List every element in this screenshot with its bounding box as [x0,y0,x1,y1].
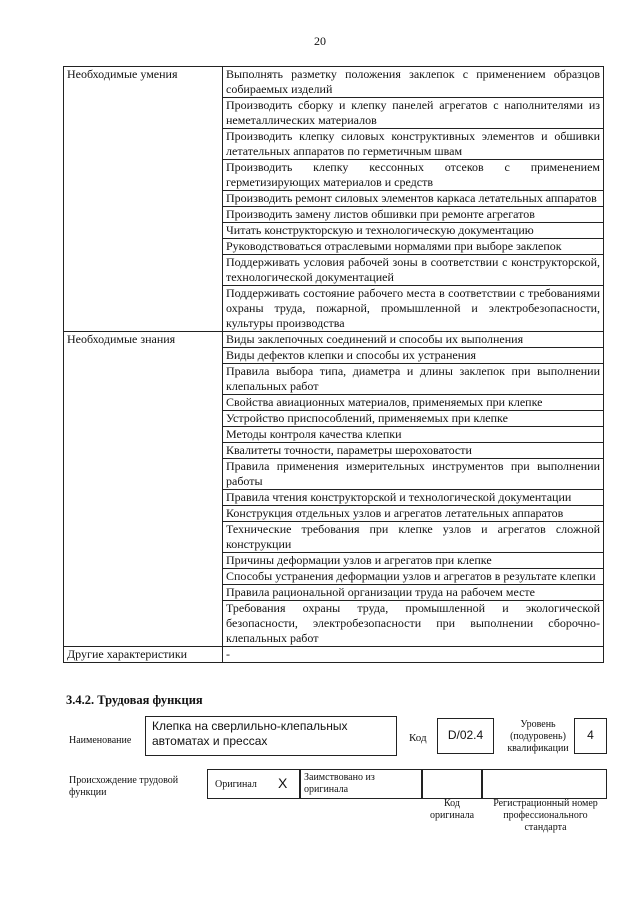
knowledge-item: Методы контроля качества клепки [223,427,604,443]
knowledge-item: Виды дефектов клепки и способы их устранения [223,348,604,364]
knowledge-item: Причины деформации узлов и агрегатов при клепке [223,553,604,569]
function-name: Клепка на сверлильно-клепальных автоматах и прессах [152,719,348,748]
code-original-box [421,769,483,799]
knowledge-item: Свойства авиационных материалов, применяемых при клепке [223,395,604,411]
knowledge-item: Правила рациональной организации труда на рабочем месте [223,585,604,601]
skills-item: Производить клепку кессонных отсеков с применением герметизирующих материалов и средств [223,160,604,191]
skills-item: Производить сборку и клепку панелей агрегатов с наполнителями из неметаллических материалов [223,98,604,129]
skills-item: Читать конструкторскую и технологическую документацию [223,223,604,239]
other-label: Другие характеристики [64,647,223,663]
original-box [207,769,301,799]
skills-item: Производить замену листов обшивки при ремонте агрегатов [223,207,604,223]
code-original-label: Код оригинала [429,798,475,821]
borrowed-label: Заимствовано из оригинала [304,772,375,795]
original-label: Оригинал [215,779,257,790]
knowledge-item: Правила применения измерительных инструментов при выполнении работы [223,459,604,490]
other-row [64,647,604,663]
skills-row [64,67,604,98]
skills-item: Производить клепку силовых конструктивных элементов и обшивки летательных аппаратов по герметичным швам [223,129,604,160]
knowledge-item: Требования охраны труда, промышленной и экологической безопасности, электробезопасности при выполнении сборочно-клепальных работ [223,601,604,647]
skills-label: Необходимые умения [64,67,223,332]
skills-item: Руководствоваться отраслевыми нормалями при выборе заклепок [223,239,604,255]
knowledge-item: Квалитеты точности, параметры шероховатости [223,443,604,459]
knowledge-item: Правила чтения конструкторской и технологической документации [223,490,604,506]
skills-item: Выполнять разметку положения заклепок с применением образцов собираемых изделий [223,67,604,98]
original-mark: X [278,775,288,791]
level-box [574,718,607,754]
skills-item: Поддерживать условия рабочей зоны в соответствии с конструкторской, технологической документацией [223,255,604,286]
section-title: 3.4.2. Трудовая функция [66,693,203,707]
knowledge-item: Способы устранения деформации узлов и агрегатов в результате клепки [223,569,604,585]
code-box [437,718,494,754]
knowledge-item: Правила выбора типа, диаметра и длины заклепок при выполнении клепальных работ [223,364,604,395]
level-label: Уровень (подуровень) квалификации [507,719,569,754]
reg-number-label: Регистрационный номер профессионального стандарта [493,798,598,833]
other-value: - [223,647,604,663]
knowledge-item: Конструкция отдельных узлов и агрегатов летательных аппаратов [223,506,604,522]
code-label: Код [409,732,427,744]
knowledge-label: Необходимые знания [64,332,223,647]
skills-item: Производить ремонт силовых элементов каркаса летательных аппаратов [223,191,604,207]
page-number: 20 [314,34,326,48]
knowledge-item: Устройство приспособлений, применяемых при клепке [223,411,604,427]
code-value: D/02.4 [447,728,484,742]
name-label: Наименование [69,735,132,746]
function-name-box [145,716,397,756]
knowledge-row [64,332,604,348]
reg-number-box [481,769,607,799]
borrowed-box [299,769,423,799]
origin-label: Происхождение трудовой функции [69,775,179,798]
requirements-table [63,66,604,663]
level-value: 4 [587,728,594,742]
knowledge-item: Виды заклепочных соединений и способы их выполнения [223,332,604,348]
knowledge-item: Технические требования при клепке узлов и агрегатов сложной конструкции [223,522,604,553]
skills-item: Поддерживать состояние рабочего места в соответствии с требованиями охраны труда, пожарной, промышленной и электробезопасности, культуры производства [223,286,604,332]
